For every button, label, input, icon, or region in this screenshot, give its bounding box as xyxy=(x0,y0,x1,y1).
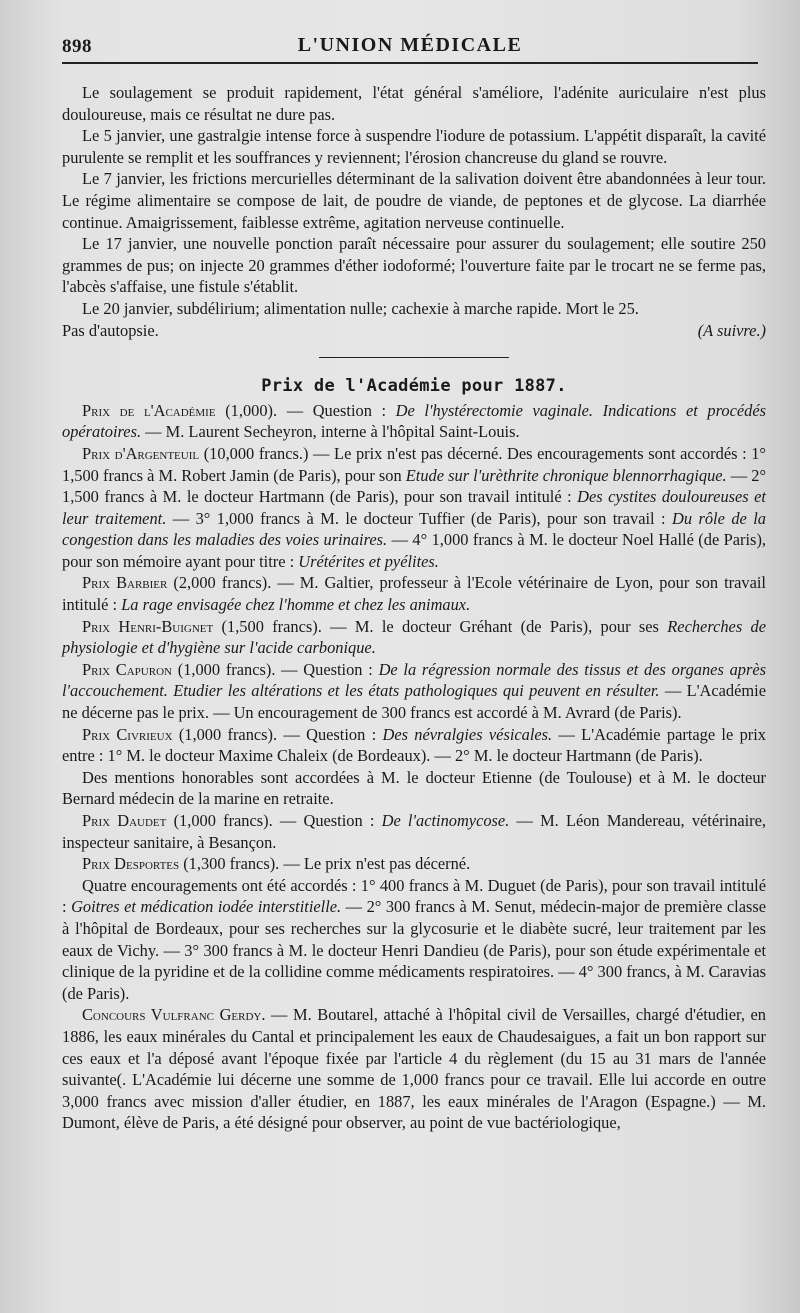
prize-text: — 3° 1,000 francs à M. le docteur Tuffier (de Paris), pour son travail : xyxy=(166,508,673,528)
paragraph: Le 17 janvier, une nouvelle ponction paraît nécessaire pour assurer du soulagement; elle soutire 250 grammes de pus; on injecte 20 grammes d'éther iodoformé; l'ouverture faite par le trocart ne se ferme pas, l'abcès s'affaise, une fistule s'établit. xyxy=(62,234,766,297)
prize-name: Concours Vulfranc Gerdy xyxy=(82,1005,262,1025)
prize-text: — M. Laurent Secheyron, interne à l'hôpital Saint-Louis. xyxy=(141,422,520,442)
work-title: Etude sur l'urèthrite chronique blennorrhagique. xyxy=(405,465,727,485)
paragraph: Le 7 janvier, les frictions mercurielles déterminant de la salivation doivent être abandonnées à leur tour. Le régime alimentaire se compose de lait, de poudre de viande, de peptones et de glycose. La diarrhée continue. Amaigrissement, faiblesse extrême, agitation nerveuse continuelle. xyxy=(62,169,766,232)
prize-text: Quatre encouragements ont été accordés : 1° 400 francs à M. Duguet (de Paris), pour son travail intitulé : xyxy=(62,875,766,917)
concours-vulfranc-gerdy xyxy=(62,1004,766,1134)
prize-text: — 2° 1,500 francs à M. le docteur Hartmann (de Paris), pour son travail intitulé : xyxy=(62,465,766,507)
prize-name: Prix Capuron xyxy=(82,659,172,679)
running-title: L'UNION MÉDICALE xyxy=(297,34,523,56)
prize-question: De l'actinomycose. xyxy=(381,811,510,830)
prize-question: Des névralgies vésicales. xyxy=(382,724,553,744)
prize-text: — M. Léon Mandereau, vétérinaire, inspecteur sanitaire, à Besançon. xyxy=(62,811,766,852)
work-title: Des cystites douloureuses et leur traitement. xyxy=(62,487,766,528)
prize-text: (10,000 francs.) — Le prix n'est pas décerné. Des encouragements sont accordés : 1° 1,500 francs à M. Robert Jamin (de Paris), pour son xyxy=(62,443,766,485)
section-title: Prix de l'Académie pour 1887. xyxy=(261,376,567,397)
article-body xyxy=(62,82,766,1134)
prize-henri-buignet xyxy=(62,616,766,659)
paragraph: Le soulagement se produit rapidement, l'état général s'améliore, l'adénite auriculaire n'est plus douloureuse, mais ce résultat ne dure pas. xyxy=(62,83,766,124)
prize-name: Prix Henri-Buignet xyxy=(82,616,214,636)
page-number: 898 xyxy=(62,36,92,57)
prize-desportes xyxy=(62,853,766,875)
work-title: La rage envisagée chez l'homme et chez les animaux. xyxy=(121,595,471,615)
to-be-continued: (A suivre.) xyxy=(697,320,766,340)
prize-academie xyxy=(62,400,766,443)
prize-name: Prix Civrieux xyxy=(82,724,173,744)
prize-daudet xyxy=(62,810,766,853)
prize-text: — L'Académie partage le prix entre : 1° M. le docteur Maxime Chaleix (de Bordeaux). — 2° M. le docteur Hartmann (de Paris). xyxy=(62,724,766,766)
prize-text: (1,300 francs). — Le prix n'est pas décerné. xyxy=(179,854,471,874)
encouragements xyxy=(62,875,766,1005)
prize-text: (1,000 francs). — Question : xyxy=(172,724,383,744)
work-title: Urétérites et pyélites. xyxy=(298,551,439,571)
prize-question: De la régression normale des tissus et des organes après l'accouchement. Etudier les altérations et les états pathologiques qui peuvent en résulter. xyxy=(62,659,767,701)
work-title: Goitres et médication iodée interstitielle. xyxy=(71,897,342,917)
prize-capuron xyxy=(62,659,766,724)
prize-text: (2,000 francs). — M. Galtier, professeur à l'Ecole vétérinaire de Lyon, pour son travail intitulé : xyxy=(62,573,766,615)
prize-civrieux xyxy=(62,724,766,767)
paragraph-closing xyxy=(62,320,766,342)
work-title: Du rôle de la congestion dans les maladies des voies urinaires. xyxy=(62,508,766,550)
prize-text: . — M. Boutarel, attaché à l'hôpital civil de Versailles, chargé d'étudier, en 1886, les eaux minérales du Cantal et principalement les eaux de Chaudesaigues, a fait un bon rapport sur ces eaux et l'a déposé avant l'époque fixée par l'article 4 du règlement (du 15 au 31 mars de l'année suivante(. L'Académie lui décerne une somme de 1,000 francs pour ce travail. Elle lui accorde en outre 3,000 francs avec mission d'aller étudier, en 1887, les eaux minérales de l'Aragon (Espagne.) — M. Dumont, élève de Paris, a été désigné pour observer, au point de vue bactériologique, xyxy=(62,1005,766,1133)
prize-name: Prix Barbier xyxy=(82,573,168,593)
prize-question: De l'hystérectomie vaginale. Indications et procédés opératoires. xyxy=(62,400,766,442)
closing-line: Pas d'autopsie. xyxy=(62,320,159,340)
prize-name: Prix d'Argenteuil xyxy=(82,443,200,463)
prize-barbier xyxy=(62,572,766,615)
paragraph: Le 20 janvier, subdélirium; alimentation nulle; cachexie à marche rapide. Mort le 25. xyxy=(82,298,639,318)
honorable-mentions: Des mentions honorables sont accordées à M. le docteur Etienne (de Toulouse) et à M. le docteur Bernard médecin de la marine en retraite. xyxy=(62,767,766,809)
prize-text: — L'Académie ne décerne pas le prix. — Un encouragement de 300 francs est accordé à M. Avrard (de Paris). xyxy=(62,681,766,723)
prize-name: Prix Desportes xyxy=(82,854,180,874)
prize-name: Prix de l'Académie xyxy=(82,400,216,420)
section-divider xyxy=(319,357,509,358)
prize-text: (1,000 francs). — Question : xyxy=(171,659,379,679)
prize-text: — 4° 1,000 francs à M. le docteur Noel Hallé (de Paris), pour son mémoire ayant pour titre : xyxy=(62,530,766,571)
prize-text: (1,000 francs). — Question : xyxy=(166,811,382,830)
prize-name: Prix Daudet xyxy=(82,811,167,830)
page-header xyxy=(62,28,758,64)
paragraph: Le 5 janvier, une gastralgie intense force à suspendre l'iodure de potassium. L'appétit disparaît, la cavité purulente se remplit et les souffrances y reviennent; l'érosion chancreuse du gland se rouvre. xyxy=(62,126,766,167)
prize-text: (1,000). — Question : xyxy=(215,400,396,420)
prize-text: — 2° 300 francs à M. Senut, médecin-major de première classe à l'hôpital de Bordeaux, pour ses recherches sur la glycosurie et le diabète sucré, leur traitement par les eaux de Vichy. — 3° 300 francs à M. le docteur Henri Dandieu (de Paris), pour son étude expérimentale et clinique de la pyridine et de la collidine comme médicaments respiratoires. — 4° 300 francs, à M. Caravias (de Paris). xyxy=(62,897,766,1003)
prize-text: (1,500 francs). — M. le docteur Gréhant (de Paris), pour ses xyxy=(213,616,668,636)
work-title: Recherches de physiologie et d'hygiène sur l'acide carbonique. xyxy=(62,616,767,658)
prize-argenteuil xyxy=(62,443,766,573)
